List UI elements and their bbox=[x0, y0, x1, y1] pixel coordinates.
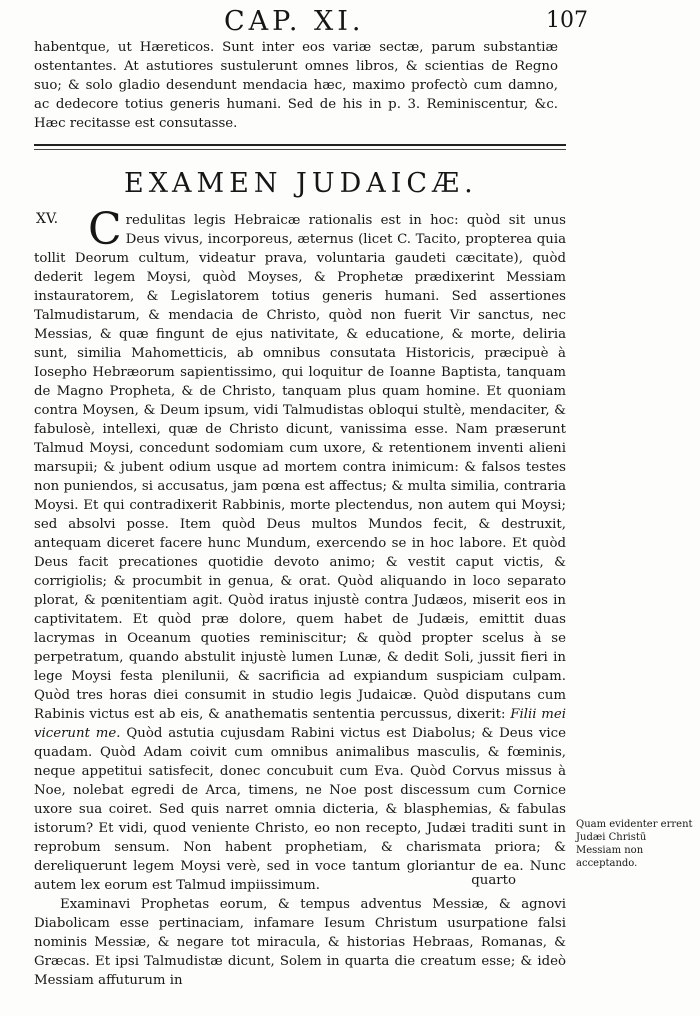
page-header bbox=[0, 6, 700, 38]
top-paragraph: habentque, ut Hæreticos. Sunt inter eos variæ sectæ, parum substantiæ ostentantes. At astutiores sustulerunt omnes libros, & scientias de Regno suo; & solo gladio desendunt mendacia hæc, maximo profectò cum damno, ac dedecore totius generis humani. Sed de his in p. 3. Reminiscentur, &c. Hæc recitasse est consutasse. bbox=[34, 40, 558, 131]
chapter-heading: CAP. XI. bbox=[224, 6, 365, 37]
italic-quote: Filii mei vicerunt me. bbox=[34, 707, 566, 741]
page-number: 107 bbox=[546, 8, 588, 33]
section-number: XV. bbox=[36, 211, 59, 227]
paragraph-1 bbox=[34, 204, 567, 895]
section-divider-thin bbox=[34, 149, 566, 150]
paragraph-1-rest: Quòd astutia cujusdam Rabini victus est Diabolus; & Deus vice quadam. Quòd Adam coivit cum omnibus animalibus masculis, & fœminis, neque appetitui satisfecit, donec concubuit cum Eva. Quòd Corvus missus à Noe, nolebat egredi de Arca, timens, ne Noe post discessum cum Cornice uxore sua coiret. Sed quis narret omnia dicteria, & blasphemias, & fabulas istorum? Et vidi, quod veniente Christo, eo non recepto, Judæi traditi sunt in reprobum sensum. Non habent prophetiam, & charismata priora; & dereliquerunt legem Moysi verè, sed in voce tantum gloriantur de ea. Nunc autem lex eorum est Talmud impiissimum. bbox=[34, 726, 567, 893]
paragraph-1-text: redulitas legis Hebraicæ rationalis est in hoc: quòd sit unus Deus vivus, incorporeus, æternus (licet C. Tacito, propterea quia tollit Deorum cultum, videatur prava, voluntaria gaudeti cæcitate), quòd dederit legem Moysi, quòd Moyses, & Prophetæ prædixerint Messiam instauratorem, & Legislatorem totius generis humani. Sed assertiones Talmudistarum, & mendacia de Christo, quòd non fuerit Vir sanctus, nec Messias, & quæ fingunt de ejus nativitate, & educatione, & morte, deliria sunt, similia Mahometticis, ab omnibus consutata Historicis, præcipuè à Iosepho Hebræorum sapientissimo, qui loquitur de Ioanne Baptista, tanquam de Magno Propheta, & de Christo, tanquam plus quam homine. Et quoniam contra Moysen, & Deum ipsum, vidi Talmudistas obloqui stultè, mendaciter, & fabulosè, intellexi, quæ de Christo dicunt, vanissima esse. Nam præserunt Talmud Moysi, concedunt sodomiam cum uxore, & retentionem inventi alieni marsupii; & jubent odium usque ad mortem contra inimicum: & falsos testes non puniendos, si accusatus, jam pœna est affectus; & multa similia, contraria Moysi. Et qui contradixerit Rabbinis, morte plectendus, non autem qui Moysi; sed absolvi posse. Item quòd Deus multos Mundos fecit, & destruxit, antequam diceret facere hunc Mundum, exercendo se in hoc labore. Et quòd Deus facit precationes quotidie devoto animo; & vestit caput victis, & corrigiolis; & procumbit in genua, & orat. Quòd aliquando in loco separato plorat, & pœnitentiam agit. Quòd iratus injustè contra Judæos, miserit eos in captivitatem. Et quòd præ dolore, quem habet de Judæis, emittit duas lacrymas in Oceanum quoties reminiscitur; & quòd propter scelus à se perpetratum, quando abstulit injustè lumen Lunæ, & dedit Soli, jussit fieri in lege Moysi festa plenilunii, & sacrificia ad expiandum suspiciam culpam. Quòd tres horas diei consumit in studio legis Judaicæ. Quòd disputans cum Rabinis victus est ab eis, & anathematis sententia percussus, dixerit: bbox=[34, 213, 566, 722]
drop-cap: C bbox=[88, 204, 122, 255]
catchword: quarto bbox=[471, 873, 516, 888]
section-divider-thick bbox=[34, 144, 566, 146]
paragraph-2: Examinavi Prophetas eorum, & tempus adventus Messiæ, & agnovi Diabolicam esse pertinaciam, infamare Iesum Christum usurpatione falsi nominis Messiæ, & negare tot miracula, & historias Hebraas, Romanas, & Græcas. Et ipsi Talmudistæ dicunt, Solem in quarta die creatum esse; & ideò Messiam affuturum in bbox=[34, 897, 566, 988]
margin-note: Quam evidenter errent Judæi Christū Messiam non acceptando. bbox=[576, 819, 693, 869]
section-title: EXAMEN JUDAICÆ. bbox=[124, 168, 478, 199]
